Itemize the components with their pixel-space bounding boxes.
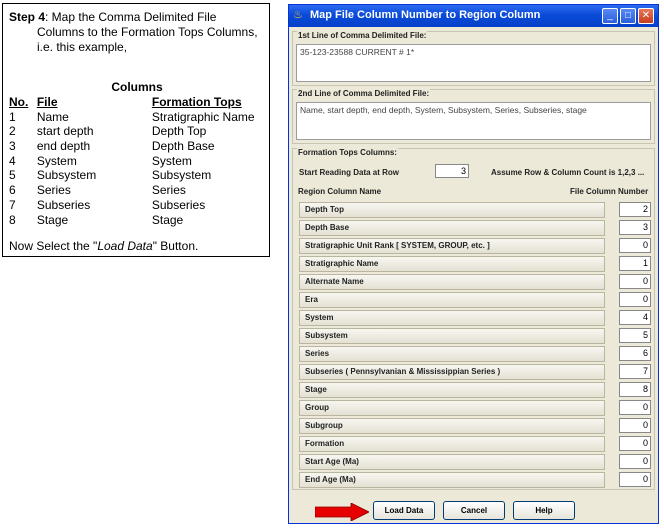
table-row xyxy=(9,124,269,139)
title-bar[interactable] xyxy=(289,5,658,27)
cell: 3 xyxy=(9,139,16,154)
cell: Depth Top xyxy=(151,124,207,139)
header-no: No. xyxy=(9,95,29,109)
footer-emphasis: Load Data xyxy=(97,239,153,253)
mapping-row-start-age xyxy=(299,454,649,470)
mapping-row-formation xyxy=(299,436,649,452)
file-column-input[interactable]: 0 xyxy=(619,472,651,487)
second-line-title: 2nd Line of Comma Delimited File: xyxy=(298,89,430,98)
cell: 1 xyxy=(9,109,16,124)
cell: 5 xyxy=(9,168,16,183)
table-row xyxy=(9,183,269,198)
region-name: Start Age (Ma) xyxy=(299,454,605,470)
file-column-input[interactable]: 0 xyxy=(619,400,651,415)
region-name: End Age (Ma) xyxy=(299,472,605,488)
file-column-input[interactable]: 0 xyxy=(619,454,651,469)
file-column-input[interactable]: 5 xyxy=(619,328,651,343)
mapping-row-alternate-name xyxy=(299,274,649,290)
file-column-input[interactable]: 4 xyxy=(619,310,651,325)
file-column-input[interactable]: 0 xyxy=(619,292,651,307)
maximize-icon: □ xyxy=(624,10,632,21)
cell: Series xyxy=(151,183,186,198)
mapping-row-unit-rank xyxy=(299,238,649,254)
mapping-row-series xyxy=(299,346,649,362)
start-row-input[interactable]: 3 xyxy=(435,164,469,178)
file-column-input[interactable]: 0 xyxy=(619,238,651,253)
cancel-button[interactable]: Cancel xyxy=(443,501,505,520)
instruction-footer xyxy=(9,239,198,253)
table-row xyxy=(9,198,269,213)
mapping-row-depth-base xyxy=(299,220,649,236)
cell: end depth xyxy=(36,139,91,154)
region-column-header: Region Column Name xyxy=(298,187,382,196)
minimize-button[interactable] xyxy=(602,8,618,24)
region-name: System xyxy=(299,310,605,326)
mapping-row-subsystem xyxy=(299,328,649,344)
red-arrow-icon xyxy=(315,503,369,521)
mapping-row-depth-top xyxy=(299,202,649,218)
file-column-input[interactable]: 8 xyxy=(619,382,651,397)
file-column-input[interactable]: 3 xyxy=(619,220,651,235)
cell: System xyxy=(36,153,77,168)
region-name: Series xyxy=(299,346,605,362)
region-name: Era xyxy=(299,292,605,308)
cell: Subsystem xyxy=(151,168,212,183)
first-line-title: 1st Line of Comma Delimited File: xyxy=(298,31,427,40)
cell: 4 xyxy=(9,153,16,168)
cell: Series xyxy=(36,183,71,198)
maximize-button[interactable] xyxy=(620,8,636,24)
step-label: Step 4 xyxy=(9,10,46,24)
mapping-example-table xyxy=(9,95,269,227)
mapping-row-group xyxy=(299,400,649,416)
mapping-row-subseries xyxy=(299,364,649,380)
cell: Stage xyxy=(36,212,69,227)
instruction-panel xyxy=(2,3,270,257)
step-line-1: : Map the Comma Delimited File xyxy=(45,10,217,24)
cell: System xyxy=(151,153,192,168)
mapping-row-strat-name xyxy=(299,256,649,272)
table-row xyxy=(9,213,269,228)
file-column-header: File Column Number xyxy=(570,187,649,196)
file-column-input[interactable]: 0 xyxy=(619,418,651,433)
java-cup-icon: ♨ xyxy=(293,9,303,21)
file-column-input[interactable]: 6 xyxy=(619,346,651,361)
region-name: Formation xyxy=(299,436,605,452)
close-icon: ✕ xyxy=(641,10,651,21)
table-row xyxy=(9,139,269,154)
columns-title: Columns xyxy=(111,80,163,94)
region-name: Stratigraphic Name xyxy=(299,256,605,272)
table-row xyxy=(9,168,269,183)
map-columns-dialog xyxy=(288,4,659,524)
cell: 6 xyxy=(9,183,16,198)
load-data-button[interactable]: Load Data xyxy=(373,501,435,520)
cell: Subsystem xyxy=(36,168,97,183)
formation-tops-title: Formation Tops Columns: xyxy=(298,148,397,157)
table-row xyxy=(9,154,269,169)
region-name: Subsystem xyxy=(299,328,605,344)
region-name: Stratigraphic Unit Rank [ SYSTEM, GROUP, etc. ] xyxy=(299,238,605,254)
mapping-row-system xyxy=(299,310,649,326)
cell: Subseries xyxy=(151,197,206,212)
cell: Stratigraphic Name xyxy=(151,109,255,124)
first-line-group xyxy=(292,31,655,86)
cell: Depth Base xyxy=(151,139,215,154)
table-header-row xyxy=(9,95,269,110)
region-name: Subseries ( Pennsylvanian & Mississippian Series ) xyxy=(299,364,605,380)
window-title: Map File Column Number to Region Column xyxy=(310,9,541,21)
mapping-row-era xyxy=(299,292,649,308)
table-row xyxy=(9,110,269,125)
mapping-row-end-age xyxy=(299,472,649,488)
help-button[interactable]: Help xyxy=(513,501,575,520)
cell: 8 xyxy=(9,212,16,227)
region-name: Depth Base xyxy=(299,220,605,236)
region-name: Subgroup xyxy=(299,418,605,434)
second-line-textarea[interactable]: Name, start depth, end depth, System, Subsystem, Series, Subseries, stage xyxy=(296,102,651,140)
region-name: Alternate Name xyxy=(299,274,605,290)
cell: Subseries xyxy=(36,197,91,212)
region-name: Depth Top xyxy=(299,202,605,218)
file-column-input[interactable]: 1 xyxy=(619,256,651,271)
mapping-row-subgroup xyxy=(299,418,649,434)
cell: Name xyxy=(36,109,69,124)
minimize-icon: _ xyxy=(607,10,613,21)
header-formation-tops: Formation Tops xyxy=(151,95,242,109)
file-column-input[interactable]: 0 xyxy=(619,436,651,451)
cell: 7 xyxy=(9,197,16,212)
region-name: Stage xyxy=(299,382,605,398)
first-line-textarea[interactable]: 35-123-23588 CURRENT # 1* xyxy=(296,44,651,82)
step-line-2: Columns to the Formation Tops Columns, xyxy=(37,25,258,39)
footer-prefix: Now Select the " xyxy=(9,239,98,253)
cell: Stage xyxy=(151,212,184,227)
region-name: Group xyxy=(299,400,605,416)
file-column-input[interactable]: 0 xyxy=(619,274,651,289)
file-column-input[interactable]: 7 xyxy=(619,364,651,379)
step-line-3: i.e. this example, xyxy=(37,40,128,54)
second-line-group xyxy=(292,89,655,144)
footer-suffix: " Button. xyxy=(152,239,199,253)
cell: start depth xyxy=(36,124,94,139)
close-button[interactable] xyxy=(638,8,654,24)
cell: 2 xyxy=(9,124,16,139)
header-file: File xyxy=(36,95,58,109)
mapping-row-stage xyxy=(299,382,649,398)
step-text xyxy=(9,10,267,55)
file-column-input[interactable]: 2 xyxy=(619,202,651,217)
assume-count-note: Assume Row & Column Count is 1,2,3 ... xyxy=(491,168,645,177)
start-row-label: Start Reading Data at Row xyxy=(299,168,400,177)
